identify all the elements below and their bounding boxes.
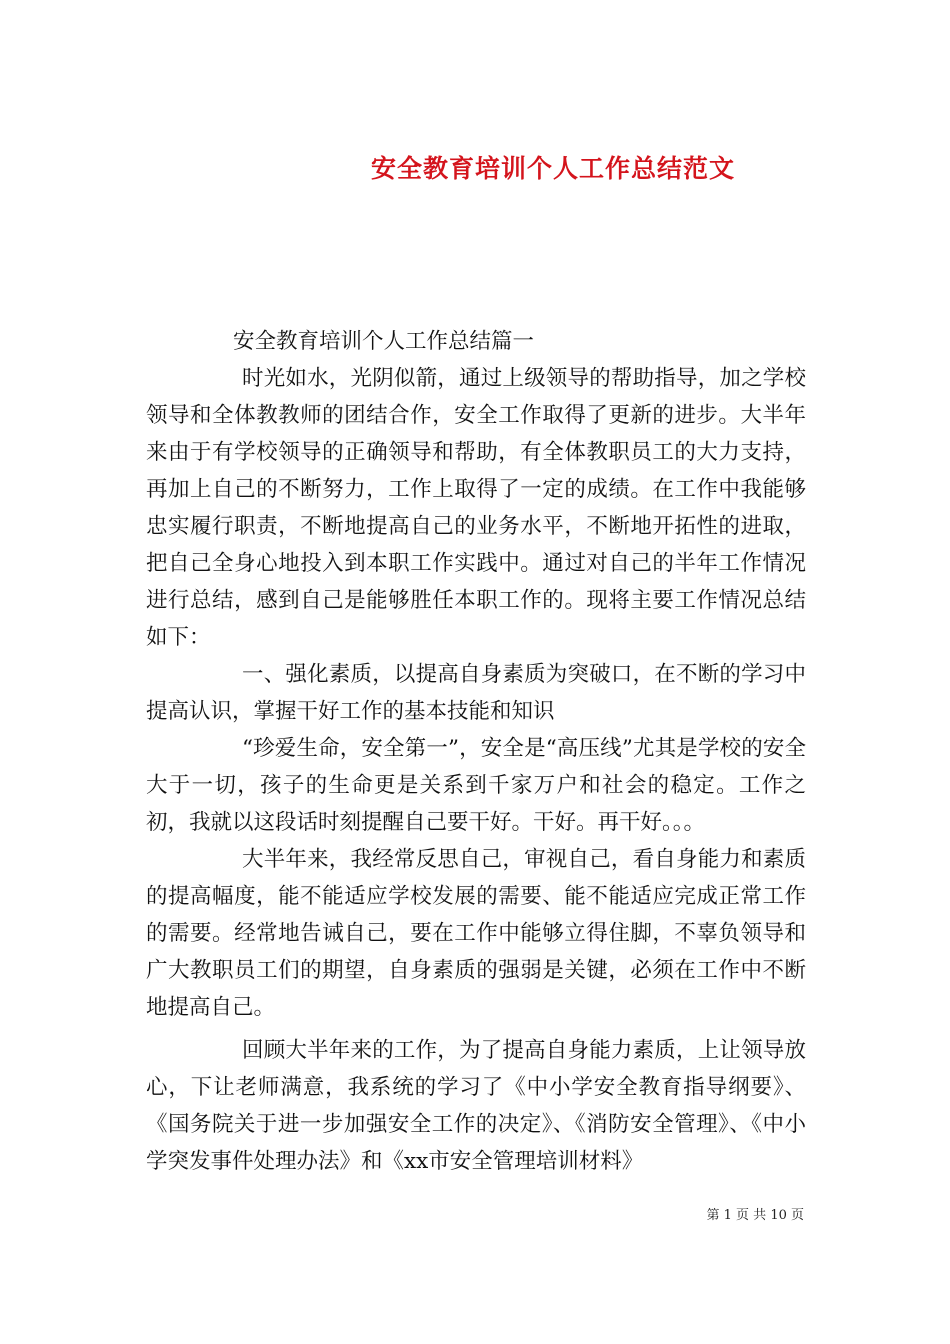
paragraph-self-reflection: 大半年来，我经常反思自己，审视自己，看自身能力和素质的提高幅度，能不能适应学校发展的需要、能不能适应完成正常工作的需要。经常地告诫自己，要在工作中能够立得住脚，不辜负领导和广大教职员工们的期望，自身素质的强弱是关键，必须在工作中不断地提高自己。 bbox=[146, 847, 806, 1020]
document-title: 安全教育培训个人工作总结范文 bbox=[370, 153, 735, 183]
paragraph-safety-motto: “珍爱生命，安全第一”，安全是“高压线”尤其是学校的安全大于一切，孩子的生命更是关系到千家万户和社会的稳定。工作之初，我就以这段话时刻提醒自己要干好。干好。再干好。。。 bbox=[146, 736, 806, 835]
page-number: 第 1 页 共 10 页 bbox=[706, 1208, 804, 1223]
paragraph-intro: 时光如水，光阴似箭，通过上级领导的帮助指导，加之学校领导和全体教教师的团结合作，安全工作取得了更新的进步。大半年来由于有学校领导的正确领导和帮助，有全体教职员工的大力支持，再加上自己的不断努力，工作上取得了一定的成绩。在工作中我能够忠实履行职责，不断地提高自己的业务水平，不断地开拓性的进取，把自己全身心地投入到本职工作实践中。通过对自己的半年工作情况进行总结，感到自己是能够胜任本职工作的。现将主要工作情况总结如下： bbox=[146, 366, 806, 650]
paragraph-point-one: 一、强化素质，以提高自身素质为突破口，在不断的学习中提高认识，掌握干好工作的基本技能和知识 bbox=[146, 662, 806, 724]
section-heading: 安全教育培训个人工作总结篇一 bbox=[233, 329, 535, 354]
paragraph-review: 回顾大半年来的工作，为了提高自身能力素质，上让领导放心，下让老师满意，我系统的学习了《中小学安全教育指导纲要》、《国务院关于进一步加强安全工作的决定》、《消防安全管理》、《中小学突发事件处理办法》和《xx市安全管理培训材料》 bbox=[146, 1038, 806, 1174]
document-body bbox=[146, 323, 806, 1180]
